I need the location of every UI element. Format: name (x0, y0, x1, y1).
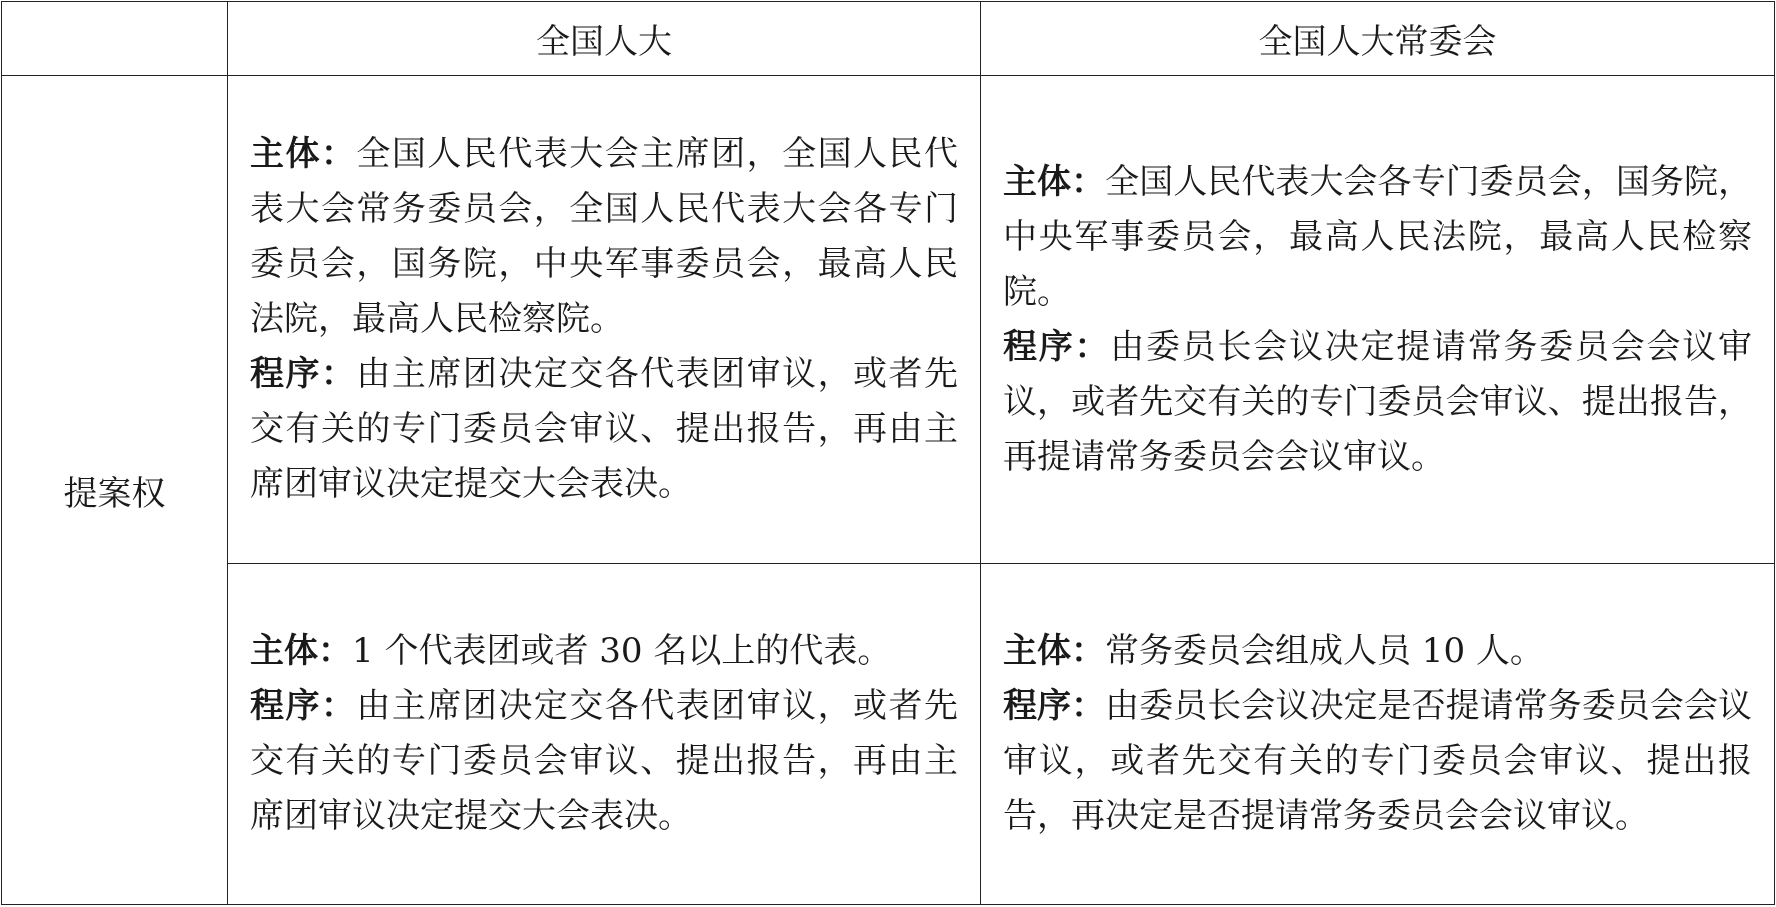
procedure-paragraph (1003, 320, 1752, 485)
subject-text: 全国人民代表大会主席团，全国人民代表大会常务委员会，全国人民代表大会各专门委员会，国务院，中央军事委员会，最高人民法院，最高人民检察院。 (250, 134, 958, 339)
header-row (2, 2, 1775, 76)
subject-label: 主体： (1003, 631, 1105, 671)
procedure-label: 程序： (250, 354, 357, 394)
subject-paragraph (250, 127, 958, 347)
subject-paragraph (250, 624, 958, 679)
procedure-text: 由委员长会议决定是否提请常务委员会会议审议，或者先交有关的专门委员会审议、提出报告，再决定是否提请常务委员会会议审议。 (1003, 686, 1753, 836)
header-npc: 全国人大 (228, 2, 981, 76)
procedure-text: 由主席团决定交各代表团审议，或者先交有关的专门委员会审议、提出报告，再由主席团审议决定提交大会表决。 (250, 354, 958, 504)
header-corner-cell (2, 2, 228, 76)
procedure-label: 程序： (1003, 326, 1111, 367)
subject-label: 主体： (250, 631, 352, 671)
subject-text: 全国人民代表大会各专门委员会，国务院，中央军事委员会，最高人民法院，最高人民检察院。 (1003, 161, 1753, 312)
cell-npc-institutional (228, 76, 981, 564)
comparison-table (1, 1, 1775, 905)
procedure-paragraph (250, 679, 958, 844)
procedure-label: 程序： (1003, 686, 1106, 726)
cell-standing-committee-members (981, 564, 1775, 905)
procedure-paragraph (250, 347, 958, 512)
cell-npc-deputies (228, 564, 981, 905)
cell-standing-committee-institutional (981, 76, 1775, 564)
subject-label: 主体： (1003, 161, 1106, 202)
subject-label: 主体： (250, 134, 357, 174)
table-row (2, 564, 1775, 905)
subject-paragraph (1003, 155, 1752, 320)
procedure-text: 由主席团决定交各代表团审议，或者先交有关的专门委员会审议、提出报告，再由主席团审议决定提交大会表决。 (250, 686, 958, 836)
subject-text: 1 个代表团或者 30 名以上的代表。 (352, 631, 892, 671)
procedure-text: 由委员长会议决定提请常务委员会会议审议，或者先交有关的专门委员会审议、提出报告，再提请常务委员会会议审议。 (1003, 326, 1752, 477)
subject-paragraph (1003, 624, 1752, 679)
table-row (2, 76, 1775, 564)
procedure-label: 程序： (250, 686, 357, 726)
header-npc-standing-committee: 全国人大常委会 (981, 2, 1775, 76)
procedure-paragraph (1003, 679, 1752, 844)
row-label-proposal-right: 提案权 (2, 76, 228, 905)
subject-text: 常务委员会组成人员 10 人。 (1105, 631, 1544, 671)
